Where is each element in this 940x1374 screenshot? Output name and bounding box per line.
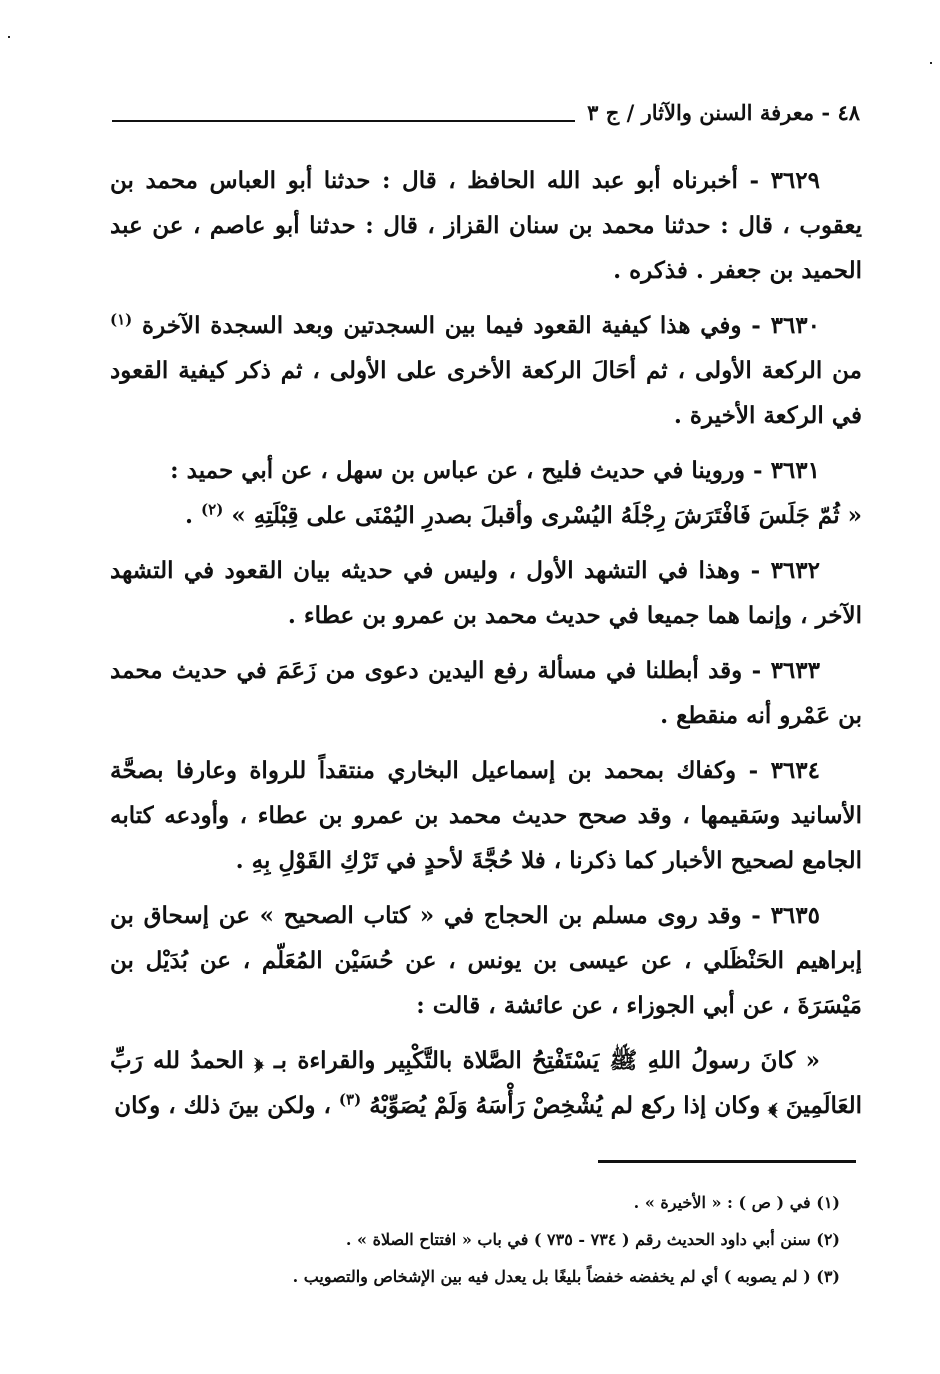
scan-speck	[8, 36, 10, 38]
scan-speck	[930, 62, 932, 64]
paragraph-text: ٣٦٣١ - وروينا في حديث فليح ، عن عباس بن سهل ، عن أبي حميد :	[170, 457, 820, 484]
paragraph-3632	[110, 548, 862, 638]
paragraph-3631	[110, 448, 862, 538]
paragraph-3630	[110, 303, 862, 438]
footnote-ref-3[interactable]: (٣)	[338, 1090, 362, 1109]
running-header	[112, 94, 860, 128]
paragraph-3634	[110, 748, 862, 883]
main-text	[110, 158, 862, 1138]
footnote-1: (١) في ( ص ) : « الأخيرة » .	[633, 1193, 840, 1212]
paragraph-text: ٣٦٣٠ - وفي هذا كيفية القعود فيما بين السجدتين وبعد السجدة الآخرة	[142, 312, 821, 339]
paragraph-text: ٣٦٢٩ - أخبرناه أبو عبد الله الحافظ ، قال : حدثنا أبو العباس محمد بن يعقوب ، قال : حدثنا محمد بن سنان القزاز ، قال : حدثنا أبو عاصم ، عن عبد الحميد بن جعفر . فذكره .	[110, 167, 862, 284]
footnotes	[150, 1184, 840, 1295]
paragraph-text-continued: من الركعة الأولى ، ثم أحَالَ الركعة الأخرى على الأولى ، ثم ذكر كيفية القعود في الركعة الأخيرة .	[110, 357, 862, 429]
paragraph-text: ٣٦٣٣ - وقد أبطلنا في مسألة رفع اليدين دعوى من زَعَمَ في حديث محمد بن عَمْرو أنه منقطع .	[110, 657, 862, 729]
quote-end: .	[185, 502, 194, 529]
footnote-ref-1[interactable]: (١)	[110, 310, 133, 329]
hadith-quote: « ثُمّ جَلَسَ فَافْتَرَشَ رِجْلَهُ اليُسْرى وأقبلَ بصدرِ اليُمْنَى على قِبْلَتِهِ »	[231, 502, 862, 529]
paragraph-text: ٣٦٣٥ - وقد روى مسلم بن الحجاج في « كتاب الصحيح » عن إسحاق بن إبراهيم الحَنْظَلي ، عن عيسى بن يونس ، عن حُسَيْن المُعَلّم ، عن بُدَيْل بن مَيْسَرَةَ ، عن أبي الجوزاء ، عن عائشة ، قالت :	[110, 902, 862, 1019]
header-rule	[112, 120, 575, 122]
hadith-text: « كانَ رسولُ اللهِ ﷺ يَسْتَفْتِحُ الصَّلاة بالتَّكْبِير والقراءة بـ ﴿ الحمدُ لله رَبِّ العَالَمِينَ ﴾ وكان إذا ركع لم يُشْخِصْ رَأْسَهُ وَلَمْ يُصَوِّبْهُ	[110, 1047, 862, 1119]
footnote-3: (٣) ( لم يصوبه ) أي لم يخفضه خفضاً بليغًا بل يعدل فيه بين الإشخاص والتصويب .	[292, 1267, 840, 1286]
hadith-text-continued: ، ولكن بينَ ذلك ، وكان	[114, 1092, 331, 1119]
footnote-separator	[598, 1160, 856, 1163]
paragraph-text: ٣٦٣٢ - وهذا في التشهد الأول ، وليس في حديثه بيان القعود في التشهد الآخر ، وإنما هما جميعا في حديث محمد بن عمرو بن عطاء .	[110, 557, 862, 629]
header-title: ٤٨ - معرفة السنن والآثار / ج ٣	[587, 100, 860, 125]
paragraph-3635	[110, 893, 862, 1028]
footnote-ref-2[interactable]: (٢)	[201, 500, 224, 519]
footnote-2: (٢) سنن أبي داود الحديث رقم ( ٧٣٤ - ٧٣٥ ) في باب « افتتاح الصلاة » .	[345, 1230, 840, 1249]
paragraph-3633	[110, 648, 862, 738]
paragraph-text: ٣٦٣٤ - وكفاك بمحمد بن إسماعيل البخاري منتقداً للرواة وعارفا بصحَّة الأسانيد وسَقيمها ، وقد صحح حديث محمد بن عمرو بن عطاء ، وأودعه كتابه الجامع لصحيح الأخبار كما ذكرنا ، فلا حُجَّةَ لأحدٍ في تَرْكِ القَوْلِ بِهِ .	[110, 757, 862, 874]
hadith-paragraph	[110, 1038, 862, 1128]
paragraph-3629	[110, 158, 862, 293]
